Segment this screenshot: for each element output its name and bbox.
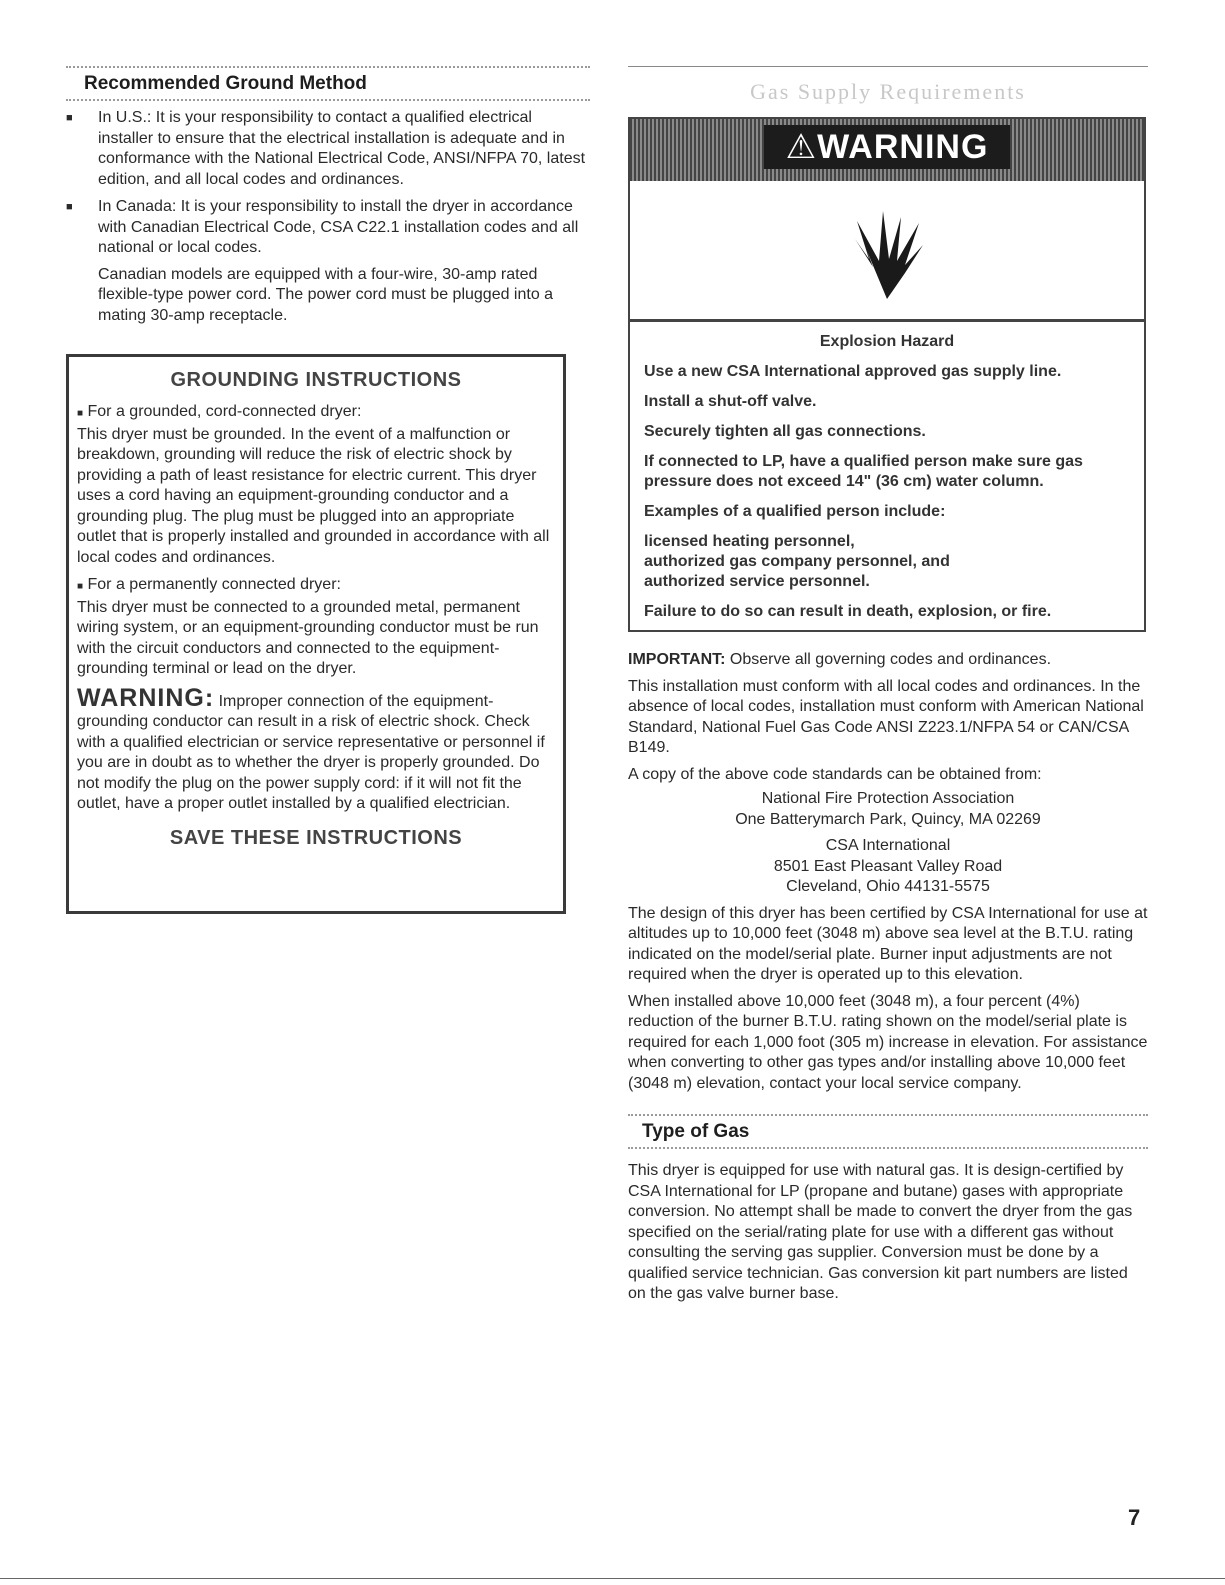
address-line: Cleveland, Ohio 44131-5575 <box>786 878 990 895</box>
list-item <box>66 108 590 190</box>
explosion-hazard-icon <box>827 181 947 311</box>
warning-label: ⚠WARNING <box>764 125 1011 169</box>
canada-requirement-text: In Canada: It is your responsibility to install the dryer in accordance with Canadian Electrical Code, CSA C22.1 installation codes and all national or local codes. <box>98 198 579 256</box>
cord-connected-item: ■ For a grounded, cord-connected dryer: <box>77 403 362 420</box>
warning-box <box>628 117 1146 632</box>
address-csa <box>628 836 1148 898</box>
section-heading-ground-method: Recommended Ground Method <box>84 73 367 94</box>
warning-body <box>630 322 1144 630</box>
warning-triangle-icon: ⚠ <box>785 128 818 166</box>
warning-banner <box>630 119 1144 181</box>
right-column <box>628 66 1148 1305</box>
address-line: CSA International <box>825 837 951 854</box>
grounding-title: GROUNDING INSTRUCTIONS <box>170 369 462 391</box>
cord-connected-text: This dryer must be grounded. In the event of a malfunction or breakdown, grounding will reduce the risk of electric shock by providing a path of least resistance for electric current. This dryer uses a cord having an equipment-grounding conductor and a grounding plug. The plug must be plugged into an appropriate outlet that is properly installed and grounded in accordance with all local codes and ordinances. <box>77 425 550 566</box>
left-column <box>66 66 590 914</box>
warning-word: WARNING: <box>77 683 215 712</box>
high-altitude-text: When installed above 10,000 feet (3048 m), a four percent (4%) reduction of the burner B.T.U. rating shown on the model/serial plate is required for each 1,000 foot (305 m) increase in elevation. For assistance when converting to other gas types and/or installing above 10,000 feet (3048 m) elevation, contact your local service company. <box>628 992 1148 1092</box>
warning-line: Install a shut-off valve. <box>644 393 817 410</box>
warning-line: Securely tighten all gas connections. <box>644 423 926 440</box>
permanent-connection-item: ■ For a permanently connected dryer: <box>77 576 341 593</box>
address-nfpa <box>628 789 1148 830</box>
section-heading-type-of-gas: Type of Gas <box>642 1121 750 1142</box>
warning-line: licensed heating personnel, <box>644 533 855 550</box>
page-number: 7 <box>1128 1505 1141 1530</box>
page-bottom-rule <box>0 1578 1225 1579</box>
canada-cord-note: Canadian models are equipped with a four-wire, 30-amp rated flexible-type power cord. The power cord must be plugged into a mating 30-amp receptacle. <box>98 265 554 324</box>
warning-line: Failure to do so can result in death, explosion, or fire. <box>644 603 1052 620</box>
copy-availability-text: A copy of the above code standards can be obtained from: <box>628 765 1042 783</box>
black-square-icon: ■ <box>77 408 84 419</box>
black-square-icon: ■ <box>77 581 84 592</box>
warning-line: Examples of a qualified person include: <box>644 503 946 520</box>
section-rule <box>66 99 590 101</box>
warning-line: authorized gas company personnel, and <box>644 553 950 570</box>
section-rule <box>628 1147 1148 1149</box>
hazard-icon-area <box>630 181 1144 322</box>
save-instructions-text: SAVE THESE INSTRUCTIONS <box>169 826 463 849</box>
warning-text: Improper connection of the equipment-grounding conductor can result in a risk of electric shock. Check with a qualified electrician or service representative or personnel if you are in doubt as to whether the dryer is properly grounded. Do not modify the plug on the power supply cord: if it will not fit the outlet, have a proper outlet installed by a qualified electrician. <box>77 692 545 812</box>
warning-line: Use a new CSA International approved gas supply line. <box>644 363 1062 380</box>
important-note: IMPORTANT: Observe all governing codes and ordinances. <box>628 651 1052 668</box>
type-of-gas-text: This dryer is equipped for use with natural gas. It is design-certified by CSA International for LP (propane and butane) gases with appropriate conversion. No attempt shall be made to convert the dryer from the gas specified on the serial/rating plate for use with a different gas without consulting the serving gas supplier. Conversion must be done by a qualified service technician. Gas conversion kit part numbers are listed on the gas valve burner base. <box>628 1162 1133 1302</box>
black-square-icon: ■ <box>66 201 73 213</box>
important-label: IMPORTANT: <box>628 651 726 668</box>
list-item <box>66 197 590 259</box>
us-requirement-text: In U.S.: It is your responsibility to contact a qualified electrical installer to ensure that the electrical installation is adequate and in conformance with the National Electrical Code, ANSI/NFPA 70, latest edition, and all local codes and ordinances. <box>98 109 586 188</box>
permanent-connection-text: This dryer must be connected to a grounded metal, permanent wiring system, or an equipment-grounding conductor must be run with the circuit conductors and connected to the equipment-grounding terminal or lead on the dryer. <box>77 598 539 677</box>
grounding-instructions-box <box>66 354 566 914</box>
section-rule <box>628 66 1148 67</box>
warning-line: authorized service personnel. <box>644 573 870 590</box>
address-line: National Fire Protection Association <box>761 790 1015 807</box>
altitude-certification-text: The design of this dryer has been certified by CSA International for use at altitudes up to 10,000 feet (3048 m) above sea level at the B.T.U. rating indicated on the model/serial plate. Burner input adjustments are not required when the dryer is operated up to this elevation. <box>628 904 1148 983</box>
gas-supply-heading: Gas Supply Requirements <box>750 79 1026 104</box>
address-line: One Batterymarch Park, Quincy, MA 02269 <box>735 810 1041 828</box>
black-square-icon: ■ <box>66 112 73 124</box>
warning-line-hazard: Explosion Hazard <box>819 333 955 350</box>
warning-line: If connected to LP, have a qualified person make sure gas pressure does not exceed 14" (36 cm) water column. <box>644 453 1083 490</box>
installation-codes-text: This installation must conform with all local codes and ordinances. In the absence of local codes, installation must conform with American National Standard, National Fuel Gas Code ANSI Z223.1/NFPA 54 or CAN/CSA B149. <box>628 677 1144 756</box>
grounding-warning <box>77 683 555 815</box>
address-line: 8501 East Pleasant Valley Road <box>773 857 1003 875</box>
